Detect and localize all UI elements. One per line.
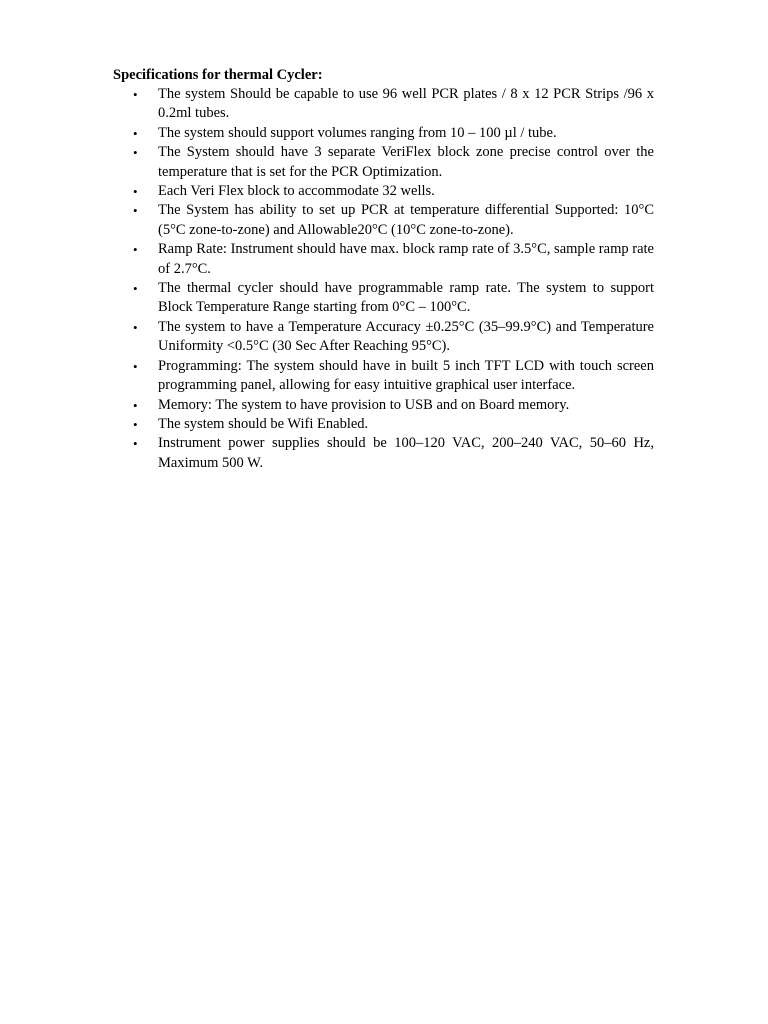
list-item-text: Each Veri Flex block to accommodate 32 wells.: [158, 183, 435, 200]
list-item-text: The System has ability to set up PCR at temperature differential Supported: 10°C (5°C zone-to-zone) and Allowable20°C (10°C zone-to-zone).: [158, 202, 654, 238]
bullet-icon: •: [133, 203, 138, 219]
bullet-icon: •: [133, 358, 138, 374]
bullet-icon: •: [133, 242, 138, 258]
list-item: [113, 182, 654, 201]
list-item-text: The system Should be capable to use 96 well PCR plates / 8 x 12 PCR Strips /96 x 0.2ml tubes.: [158, 86, 654, 122]
list-item: [113, 124, 654, 143]
list-item: [113, 279, 654, 318]
list-item: [113, 143, 654, 182]
list-item: [113, 434, 654, 473]
spec-list: [113, 85, 654, 473]
list-item: [113, 396, 654, 415]
bullet-icon: •: [133, 145, 138, 161]
list-item-text: The system should be Wifi Enabled.: [158, 415, 369, 432]
document-page: [113, 66, 654, 473]
bullet-icon: •: [133, 436, 138, 452]
bullet-icon: •: [133, 87, 138, 102]
list-item-text: The thermal cycler should have programmable ramp rate. The system to support Block Temperature Range starting from 0°C – 100°C.: [158, 280, 654, 316]
list-item: [113, 85, 654, 124]
list-item: [113, 357, 654, 396]
bullet-icon: •: [133, 281, 138, 297]
list-item-text: The system should support volumes ranging from 10 – 100 µl / tube.: [158, 124, 557, 141]
list-item-text: The System should have 3 separate VeriFlex block zone precise control over the temperature that is set for the PCR Optimization.: [158, 144, 654, 180]
list-item: [113, 201, 654, 240]
list-item-text: Instrument power supplies should be 100–120 VAC, 200–240 VAC, 50–60 Hz, Maximum 500 W.: [158, 435, 654, 471]
list-item: [113, 318, 654, 357]
list-item: [113, 240, 654, 279]
bullet-icon: •: [133, 125, 138, 141]
list-item-text: Ramp Rate: Instrument should have max. block ramp rate of 3.5°C, sample ramp rate of 2.7°C.: [158, 241, 654, 277]
list-item: [113, 415, 654, 434]
bullet-icon: •: [133, 397, 138, 413]
bullet-icon: •: [133, 416, 138, 432]
bullet-icon: •: [133, 319, 138, 335]
list-item-text: Memory: The system to have provision to USB and on Board memory.: [158, 396, 570, 413]
list-item-text: The system to have a Temperature Accuracy ±0.25°C (35–99.9°C) and Temperature Uniformity <0.5°C (30 Sec After Reaching 95°C).: [158, 318, 654, 355]
bullet-icon: •: [133, 184, 138, 200]
spec-heading: Specifications for thermal Cycler:: [113, 67, 323, 83]
list-item-text: Programming: The system should have in built 5 inch TFT LCD with touch screen programming panel, allowing for easy intuitive graphical user interface.: [158, 357, 654, 394]
